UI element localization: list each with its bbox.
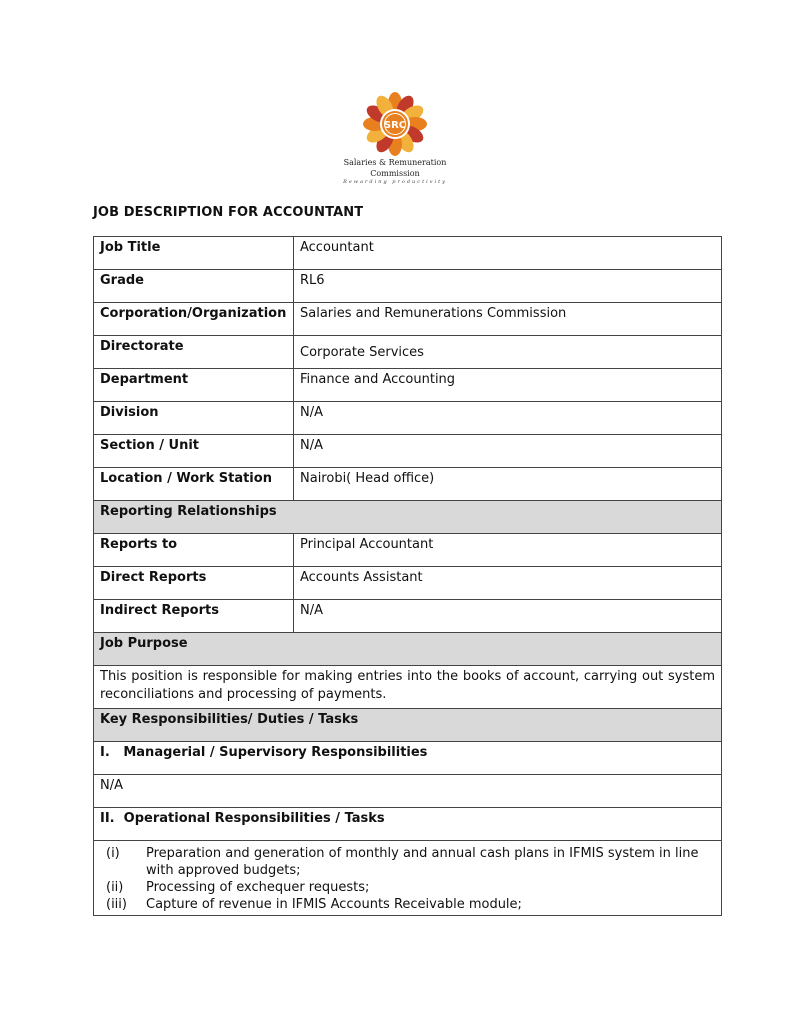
field-label: Directorate bbox=[94, 336, 294, 369]
field-label: Corporation/Organization bbox=[94, 303, 294, 336]
section-heading: Key Responsibilities/ Duties / Tasks bbox=[94, 709, 722, 742]
table-row-direct-reports bbox=[94, 567, 722, 600]
section-header-job-purpose bbox=[94, 633, 722, 666]
field-value: N/A bbox=[294, 600, 722, 633]
table-row-section bbox=[94, 435, 722, 468]
logo-name-line1: Salaries & Remuneration bbox=[343, 158, 447, 167]
field-value: Accountant bbox=[294, 237, 722, 270]
field-value: RL6 bbox=[294, 270, 722, 303]
table-row-managerial-value bbox=[94, 775, 722, 808]
field-value: N/A bbox=[294, 402, 722, 435]
item-text: Preparation and generation of monthly and annual cash plans in IFMIS system in line with approved budgets; bbox=[146, 846, 699, 878]
field-label: Location / Work Station bbox=[94, 468, 294, 501]
field-value: Accounts Assistant bbox=[294, 567, 722, 600]
table-row-department bbox=[94, 369, 722, 402]
logo-tagline: Rewarding productivity bbox=[343, 179, 447, 185]
field-value: N/A bbox=[294, 435, 722, 468]
field-value: Corporate Services bbox=[294, 336, 722, 369]
item-number: (i) bbox=[106, 846, 120, 861]
table-row-reports-to bbox=[94, 534, 722, 567]
field-value: Salaries and Remunerations Commission bbox=[294, 303, 722, 336]
operational-task-list bbox=[94, 841, 715, 915]
table-row-grade bbox=[94, 270, 722, 303]
field-label: Job Title bbox=[94, 237, 294, 270]
field-label: Indirect Reports bbox=[94, 600, 294, 633]
subsection-header-operational bbox=[94, 808, 722, 841]
field-label: Section / Unit bbox=[94, 435, 294, 468]
list-item bbox=[94, 879, 715, 896]
field-label: Direct Reports bbox=[94, 567, 294, 600]
table-row-directorate bbox=[94, 336, 722, 369]
operational-tasks-cell bbox=[94, 841, 722, 916]
table-row-job-title bbox=[94, 237, 722, 270]
job-description-table bbox=[93, 236, 722, 916]
item-number: (ii) bbox=[106, 880, 124, 895]
item-text: Processing of exchequer requests; bbox=[146, 880, 370, 895]
table-row-division bbox=[94, 402, 722, 435]
item-text: Capture of revenue in IFMIS Accounts Receivable module; bbox=[146, 897, 522, 912]
field-label: Department bbox=[94, 369, 294, 402]
list-item bbox=[94, 845, 715, 879]
src-logo bbox=[330, 92, 460, 185]
logo-name-line2: Commission bbox=[370, 169, 420, 178]
field-value: Finance and Accounting bbox=[294, 369, 722, 402]
document-title: JOB DESCRIPTION FOR ACCOUNTANT bbox=[93, 205, 364, 220]
list-item bbox=[94, 896, 715, 913]
section-heading: Reporting Relationships bbox=[94, 501, 722, 534]
subsection-heading: II. Operational Responsibilities / Tasks bbox=[94, 808, 722, 841]
section-header-reporting bbox=[94, 501, 722, 534]
logo-initials: SRC bbox=[383, 120, 407, 131]
field-value: Nairobi( Head office) bbox=[294, 468, 722, 501]
subsection-heading: I. Managerial / Supervisory Responsibilities bbox=[94, 742, 722, 775]
section-header-key-responsibilities bbox=[94, 709, 722, 742]
section-heading: Job Purpose bbox=[94, 633, 722, 666]
table-row-operational-tasks bbox=[94, 841, 722, 916]
src-emblem-icon bbox=[355, 92, 435, 156]
item-number: (iii) bbox=[106, 897, 127, 912]
field-label: Grade bbox=[94, 270, 294, 303]
table-row-location bbox=[94, 468, 722, 501]
table-row-organization bbox=[94, 303, 722, 336]
job-purpose-text: This position is responsible for making entries into the books of account, carrying out system reconciliations and processing of payments. bbox=[94, 666, 722, 709]
field-label: Division bbox=[94, 402, 294, 435]
managerial-value: N/A bbox=[94, 775, 722, 808]
field-label: Reports to bbox=[94, 534, 294, 567]
table-row-purpose-text bbox=[94, 666, 722, 709]
table-row-indirect-reports bbox=[94, 600, 722, 633]
field-value: Principal Accountant bbox=[294, 534, 722, 567]
subsection-header-managerial bbox=[94, 742, 722, 775]
